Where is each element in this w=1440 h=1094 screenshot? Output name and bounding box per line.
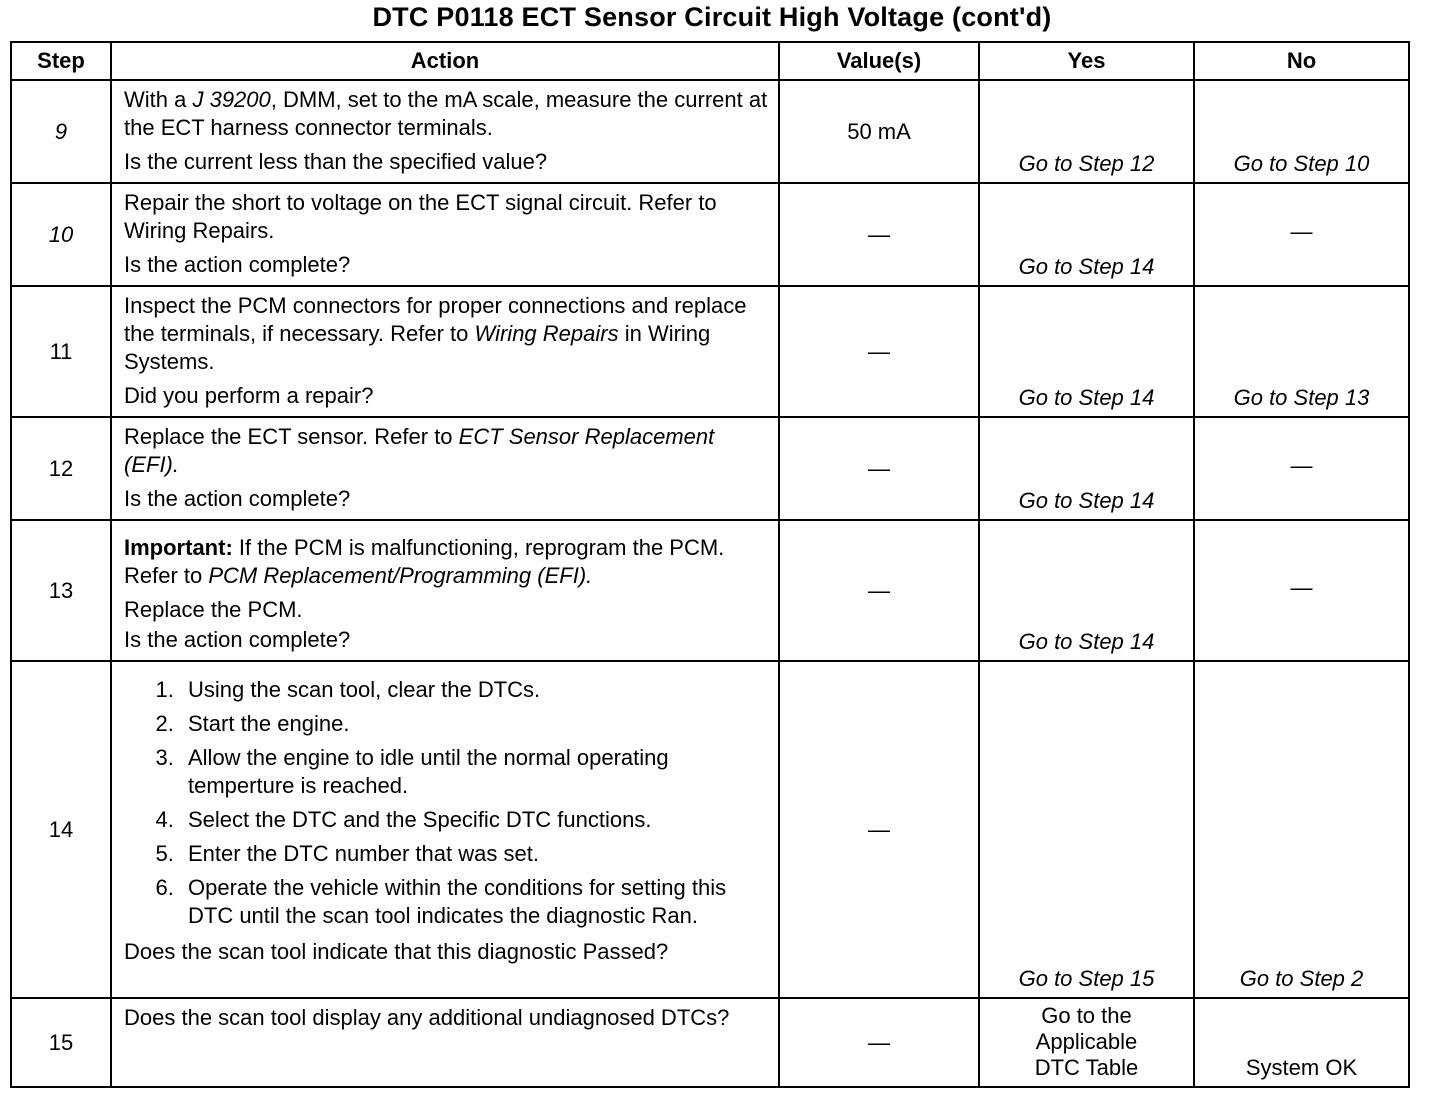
header-action: Action — [111, 42, 779, 80]
list-item: 4. Select the DTC and the Specific DTC functions. — [180, 806, 770, 834]
step-number: 14 — [11, 661, 111, 998]
header-step: Step — [11, 42, 111, 80]
step-number: 15 — [11, 998, 111, 1087]
step-number: 11 — [11, 286, 111, 417]
header-yes: Yes — [979, 42, 1194, 80]
action-text-part: Replace the ECT sensor. Refer to — [124, 424, 459, 449]
action-question: Is the action complete? — [124, 627, 351, 652]
page-title: DTC P0118 ECT Sensor Circuit High Voltage (cont'd) — [372, 2, 1052, 32]
yes-cell: Go to Step 14 — [979, 520, 1194, 661]
list-item: 3. Allow the engine to idle until the normal operating temperture is reached. — [180, 744, 770, 800]
no-cell: System OK — [1194, 998, 1409, 1087]
action-question: Does the scan tool display any additional undiagnosed DTCs? — [124, 1005, 730, 1030]
important-text: If the PCM is malfunctioning, reprogram the PCM. Refer to — [124, 535, 725, 588]
yes-cell — [979, 998, 1194, 1087]
procedure-list — [124, 676, 770, 930]
step-number: 9 — [11, 80, 111, 183]
action-text — [124, 292, 770, 376]
list-item: 6. Operate the vehicle within the conditions for setting this DTC until the scan tool indicates the diagnostic Ran. — [180, 874, 770, 930]
action-cell — [111, 286, 779, 417]
value-cell: — — [779, 661, 979, 998]
table-row-step-9 — [11, 80, 1409, 183]
no-cell: — — [1194, 520, 1409, 661]
no-cell: — — [1194, 417, 1409, 520]
action-cell — [111, 998, 779, 1087]
action-text-part: With a — [124, 87, 193, 112]
yes-cell: Go to Step 12 — [979, 80, 1194, 183]
value-cell: — — [779, 417, 979, 520]
value-cell: — — [779, 998, 979, 1087]
value-cell: — — [779, 183, 979, 286]
table-row-step-14 — [11, 661, 1409, 998]
value-cell: 50 mA — [779, 80, 979, 183]
yes-cell: Go to Step 15 — [979, 661, 1194, 998]
table-row-step-15 — [11, 998, 1409, 1087]
value-cell: — — [779, 520, 979, 661]
yes-cell: Go to Step 14 — [979, 417, 1194, 520]
yes-line: DTC Table — [1034, 1055, 1139, 1080]
list-item: 2. Start the engine. — [180, 710, 770, 738]
action-text: Replace the PCM. — [124, 597, 303, 622]
step-number: 13 — [11, 520, 111, 661]
action-cell — [111, 183, 779, 286]
step-number: 12 — [11, 417, 111, 520]
action-cell — [111, 80, 779, 183]
yes-line: Go to the — [1041, 1003, 1132, 1028]
tool-reference: J 39200 — [192, 87, 271, 112]
diagnostic-table — [10, 41, 1410, 1088]
table-row-step-12 — [11, 417, 1409, 520]
sensor-reference: ECT Sensor Replacement (EFI). — [124, 424, 715, 477]
no-cell: Go to Step 2 — [1194, 661, 1409, 998]
header-no: No — [1194, 42, 1409, 80]
yes-cell: Go to Step 14 — [979, 183, 1194, 286]
table-row-step-11 — [11, 286, 1409, 417]
step-number: 10 — [11, 183, 111, 286]
no-cell: Go to Step 10 — [1194, 80, 1409, 183]
header-values: Value(s) — [779, 42, 979, 80]
action-question: Is the action complete? — [124, 486, 351, 511]
action-text — [124, 423, 770, 479]
action-question: Is the current less than the specified value? — [124, 149, 548, 174]
action-text-part: in Wiring Systems. — [124, 321, 711, 374]
no-cell: Go to Step 13 — [1194, 286, 1409, 417]
action-cell — [111, 520, 779, 661]
action-text-part: Inspect the PCM connectors for proper connections and replace the terminals, if necessary. Refer to — [124, 293, 747, 346]
table-row-step-10 — [11, 183, 1409, 286]
list-item: 1. Using the scan tool, clear the DTCs. — [180, 676, 770, 704]
yes-line: Applicable — [1035, 1029, 1138, 1054]
action-text-part: , DMM, set to the mA scale, measure the current at the ECT harness connector terminals. — [124, 87, 768, 140]
action-question: Does the scan tool indicate that this diagnostic Passed? — [124, 939, 669, 964]
action-question: Did you perform a repair? — [124, 383, 374, 408]
wiring-reference: Wiring Repairs — [474, 321, 619, 346]
action-cell — [111, 661, 779, 998]
header-row — [11, 42, 1409, 80]
important-note — [124, 534, 770, 590]
action-question: Is the action complete? — [124, 252, 351, 277]
action-text: Repair the short to voltage on the ECT signal circuit. Refer to Wiring Repairs. — [124, 190, 717, 243]
value-cell: — — [779, 286, 979, 417]
pcm-reference: PCM Replacement/Programming (EFI). — [208, 563, 593, 588]
no-cell: — — [1194, 183, 1409, 286]
action-text — [124, 86, 770, 142]
table-row-step-13 — [11, 520, 1409, 661]
list-item: 5. Enter the DTC number that was set. — [180, 840, 770, 868]
action-cell — [111, 417, 779, 520]
important-label: Important: — [124, 535, 233, 560]
yes-cell: Go to Step 14 — [979, 286, 1194, 417]
